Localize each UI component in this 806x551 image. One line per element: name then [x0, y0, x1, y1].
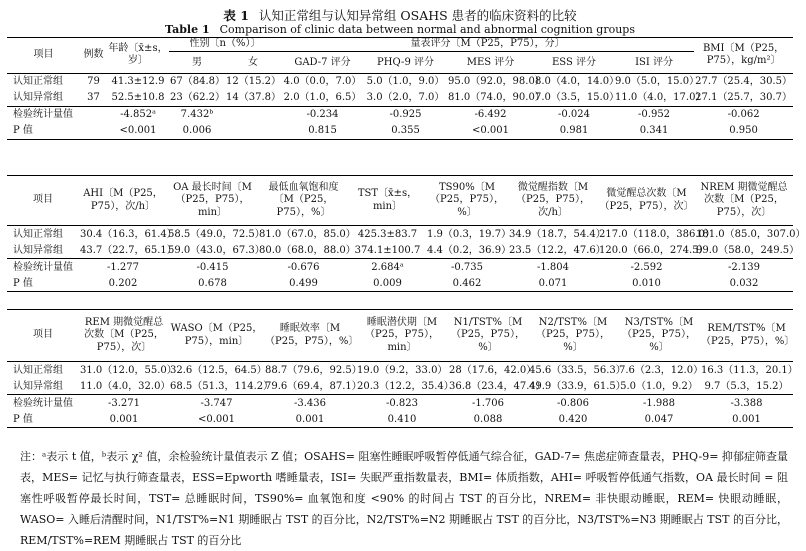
table-cell: 2.0（1.0，6.5） [283, 92, 362, 103]
table-cell: 7.432ᵇ [180, 109, 214, 120]
column-header: 睡眠效率〔M（P25，P75），%〕 [265, 323, 359, 347]
table-cell: 0.462 [452, 277, 482, 289]
header-phq: PHQ-9 评分 [377, 56, 434, 68]
table-cell: 79 [87, 76, 100, 87]
table-part-1 [7, 37, 793, 140]
table-cell: -0.676 [287, 261, 320, 273]
table-cell: -0.415 [196, 261, 229, 273]
table-cell: 374.1±100.7 [354, 244, 421, 256]
table-cell: <0.001 [472, 125, 510, 136]
table-cell: 9.0（5.0，15.0） [615, 76, 700, 87]
table-cell: 0.001 [109, 413, 139, 425]
row-label: P 值 [13, 277, 33, 289]
header-mes: MES 评分 [466, 56, 515, 68]
row-label: 认知正常组 [13, 76, 63, 87]
table-footnote: 注：ᵃ表示 t 值，ᵇ表示 χ² 值，余检验统计量值表示 Z 值；OSAHS= 阻塞性睡眠呼吸暂停低通气综合征，GAD-7= 焦虑症筛查量表，PHQ-9= 抑郁症筛查量表，MES= 记忆与执行筛查量表，ESS=Epworth 嗜睡量表，ISI= 失眠严重指数量表，BMI= 体质指数，AHI= 呼吸暂停低通气指数，OA 最长时间 = 阻塞性呼吸暂停最长时间，TST= 总睡眠时间，TS90%= 血氧饱和度 <90% 的时间占 TST 的百分比，NREM= 非快眼动睡眠，REM= 快眼动睡眠，WASO= 入睡后清醒时间，N1/TST%=N1 期睡眠占 TST 的百分比，N2/TST%=N2 期睡眠占 TST 的百分比，N3/TST%=N3 期睡眠占 TST 的百分比，REM/TST%=REM 期睡眠占 TST 的百分比 [20, 450, 788, 547]
table-cell: 217.0（118.0，386.0） [599, 228, 715, 240]
row-label: 认知正常组 [13, 364, 63, 376]
table-cell: 4.4（0.2，36.9） [427, 244, 512, 256]
table-cell: 7.6（2.3，12.0） [619, 364, 704, 376]
table-cell: 0.032 [729, 277, 759, 289]
table-cell: 0.009 [373, 277, 402, 289]
table-cell: 0.088 [473, 413, 503, 425]
column-header: N3/TST%〔M（P25，P75），%〕 [622, 316, 696, 353]
table-part-2-body [7, 226, 806, 292]
table-row [7, 259, 793, 276]
row-label: 认知正常组 [13, 228, 63, 240]
column-header: 微觉醒总次数〔M（P25，P75），次〕 [599, 188, 694, 212]
table-cell: 27.1（25.7，30.7） [695, 92, 792, 103]
table-row [7, 395, 793, 412]
column-header: AHI〔M（P25，P75），次/h〕 [83, 188, 163, 212]
table-cell: 81.0（74.0，90.0） [448, 92, 545, 103]
table-cell: 1.9（0.3，19.7） [427, 228, 512, 240]
row-label: 认知异常组 [13, 380, 63, 392]
header-cases: 例数 [83, 49, 104, 60]
table-cell: 28（17.6，42.0） [449, 364, 537, 376]
table-cell: -3.388 [730, 397, 763, 409]
table-row [7, 242, 793, 259]
row-label: 检验统计量值 [13, 109, 73, 120]
header-gad: GAD-7 评分 [294, 56, 351, 68]
table-cell: -3.436 [293, 397, 326, 409]
table-row [7, 275, 793, 292]
row-label: 认知异常组 [13, 244, 63, 256]
table-cell: -0.925 [389, 109, 422, 120]
table-cell: 81.0（67.0，85.0） [259, 228, 356, 240]
table-cell: 49.9（33.9，61.5） [529, 380, 626, 392]
table-row [7, 106, 793, 123]
table-cell: -1.706 [471, 397, 504, 409]
table-cell: <0.001 [197, 413, 235, 425]
table-part-3 [7, 309, 798, 428]
table-cell: -0.024 [558, 109, 591, 120]
column-header: TS90%〔M（P25，P75），%〕 [430, 181, 504, 218]
table-cell: 120.0（66.0，274.5） [599, 244, 709, 256]
table-row [7, 378, 793, 395]
table-cell [80, 106, 107, 123]
table-cell: 9.7（5.3，15.2） [704, 380, 789, 392]
table-cell: -2.592 [630, 261, 663, 273]
table-cell: 68.5（51.3，114.2） [170, 380, 274, 392]
table-cell: 11.0（4.0，17.0） [615, 92, 706, 103]
table-row [7, 73, 793, 90]
header-isi: ISI 评分 [635, 56, 674, 68]
table-cell: 41.3±12.9 [111, 76, 165, 87]
table-cell: 0.071 [538, 277, 568, 289]
row-label: 检验统计量值 [13, 397, 73, 409]
table-cell: -0.806 [556, 397, 589, 409]
table-cell: 5.0（1.0，9.0） [366, 76, 445, 87]
table-cell [80, 123, 107, 140]
column-header: WASO〔M（P25，P75），min〕 [170, 323, 263, 347]
table-row [7, 90, 793, 107]
table-title-cn: 认知正常组与认知异常组 OSAHS 患者的临床资料的比较 [258, 8, 577, 23]
table-cell: 52.5±10.8 [111, 92, 165, 103]
header-female: 女 [248, 56, 258, 68]
table-row [7, 226, 793, 243]
table-title-en: Comparison of clinic data between normal and abnormal cognition groups [219, 23, 635, 36]
header-male: 男 [192, 56, 202, 68]
table-cell: 23.5（12.2，47.6） [509, 244, 606, 256]
table-cell: 27.7（25.4，30.5） [695, 76, 792, 87]
header-project: 项目 [33, 49, 54, 60]
table-cell: 0.420 [558, 413, 588, 425]
table-cell: 0.202 [108, 277, 138, 289]
table-number-cn: 表 1 [223, 8, 249, 23]
table-row [7, 362, 793, 379]
header-project: 项目 [33, 329, 53, 341]
table-cell: -1.277 [106, 261, 139, 273]
row-label: P 值 [13, 413, 33, 425]
table-cell: 7.0（3.5，15.0） [535, 92, 620, 103]
table-cell: 0.047 [644, 413, 674, 425]
table-cell: -1.988 [642, 397, 675, 409]
table-cell: 2.684ᵃ [371, 261, 404, 273]
table-cell: 34.9（18.7，54.4） [509, 228, 606, 240]
column-header: 睡眠潜伏期〔M（P25，P75），min〕 [365, 316, 439, 353]
table-cell: -0.823 [385, 397, 418, 409]
column-header: OA 最长时间〔M（P25，P75），min〕 [173, 181, 252, 218]
header-ess: ESS 评分 [552, 56, 597, 68]
table-cell: 0.815 [308, 125, 337, 136]
table-cell: 99.0（58.0，249.5） [696, 244, 800, 256]
table-cell: 88.7（79.6，92.5） [265, 364, 362, 376]
header-age: 年龄〔x̄±s，岁〕 [108, 42, 168, 67]
table-cell: 80.0（68.0，88.0） [259, 244, 356, 256]
table-cell: 3.0（2.0，7.0） [366, 92, 445, 103]
table-cell: 36.8（23.4，47.4） [449, 380, 546, 392]
table-cell: -3.747 [200, 397, 233, 409]
table-cell: -3.271 [107, 397, 140, 409]
table-cell: 31.0（12.0，55.0） [80, 364, 177, 376]
table-cell: 20.3（12.2，35.4） [357, 380, 454, 392]
table-cell: -1.804 [536, 261, 569, 273]
table-cell: 45.6（33.5，56.3） [529, 364, 626, 376]
table-cell: -2.139 [727, 261, 760, 273]
table-row [7, 411, 793, 428]
table-cell: -6.492 [474, 109, 507, 120]
table-cell: -0.952 [638, 109, 671, 120]
column-header: 最低血氧饱和度〔M（P25，P75），%〕 [268, 181, 339, 218]
table-cell: 37 [87, 92, 100, 103]
table-cell: -0.062 [727, 109, 760, 120]
row-label: 认知异常组 [13, 92, 63, 103]
table-cell: 43.7（22.7，65.1） [80, 244, 177, 256]
table-caption-en [0, 23, 800, 36]
table-cell: 0.341 [639, 125, 669, 136]
header-bmi: BMI〔M（P25，P75），kg/m²〕 [702, 42, 785, 67]
column-header: REM/TST%〔M（P25，P75），%〕 [701, 323, 795, 347]
header-scale: 量表评分〔M（P25，P75），分〕 [281, 38, 694, 52]
row-label: P 值 [13, 125, 33, 136]
table-cell: 16.3（11.3，20.1） [701, 364, 798, 376]
table-cell: 425.3±83.7 [357, 228, 418, 240]
table-cell: 5.0（1.0，9.2） [620, 380, 698, 392]
column-header: REM 期微觉醒总次数〔M（P25，P75），次〕 [84, 316, 164, 353]
table-part-3-header [7, 310, 793, 362]
column-header: 微觉醒指数〔M（P25，P75），次/h〕 [516, 181, 590, 218]
table-cell: 8.0（4.0，14.0） [535, 76, 620, 87]
column-header: N1/TST%〔M（P25，P75），%〕 [451, 316, 525, 353]
table-cell: 59.0（43.0，67.3） [168, 244, 265, 256]
table-cell: 0.355 [391, 125, 420, 136]
header-project: 项目 [33, 194, 53, 206]
table-part-3-body [7, 362, 798, 428]
table-cell: 11.0（4.0，32.0） [80, 380, 171, 392]
column-header: N2/TST%〔M（P25，P75），%〕 [536, 316, 610, 353]
table-cell: 95.0（92.0，98.0） [448, 76, 545, 87]
table-cell: 0.006 [182, 125, 212, 136]
table-cell: 58.5（49.0，72.5） [168, 228, 265, 240]
table-cell: 14（37.8） [226, 92, 281, 103]
column-header: TST〔x̄±s，min〕 [357, 188, 418, 212]
table-cell [225, 106, 281, 123]
table-cell: 0.001 [732, 413, 761, 425]
table-cell: 67（84.8） [170, 76, 225, 87]
table-cell: -0.735 [450, 261, 483, 273]
header-sex: 性别〔n（%）〕 [169, 38, 281, 52]
table-cell: -0.234 [306, 109, 339, 120]
table-cell: 32.6（12.5，64.5） [170, 364, 267, 376]
table-cell: 0.981 [559, 125, 589, 136]
table-cell: -4.852ᵃ [120, 109, 156, 120]
row-label: 检验统计量值 [13, 261, 73, 273]
table-cell: 0.410 [387, 413, 417, 425]
table-cell [225, 123, 281, 140]
table-part-1-body [7, 73, 793, 139]
table-part-2 [7, 175, 806, 292]
table-cell: 30.4（16.3，61.4） [80, 228, 177, 240]
table-cell: 23（62.2） [170, 92, 225, 103]
table-cell: 0.001 [295, 413, 325, 425]
table-cell: 79.6（69.4，87.1） [265, 380, 362, 392]
table-caption-cn [0, 6, 800, 24]
table-cell: 4.0（0.0，7.0） [283, 76, 362, 87]
table-cell: 0.010 [632, 277, 661, 289]
table-cell: 181.0（85.0，307.0） [696, 228, 806, 240]
table-cell: 0.499 [289, 277, 318, 289]
table-cell: 0.678 [198, 277, 227, 289]
column-header: NREM 期微觉醒总次数〔M（P25，P75），次〕 [700, 181, 788, 218]
table-cell: <0.001 [119, 125, 157, 136]
table-number-en: Table 1 [164, 23, 210, 36]
table-row [7, 123, 793, 140]
table-cell: 19.0（9.2，33.0） [357, 364, 448, 376]
table-cell: 12（15.2） [226, 76, 281, 87]
table-part-2-header [7, 176, 793, 226]
table-cell: 0.950 [729, 125, 758, 136]
